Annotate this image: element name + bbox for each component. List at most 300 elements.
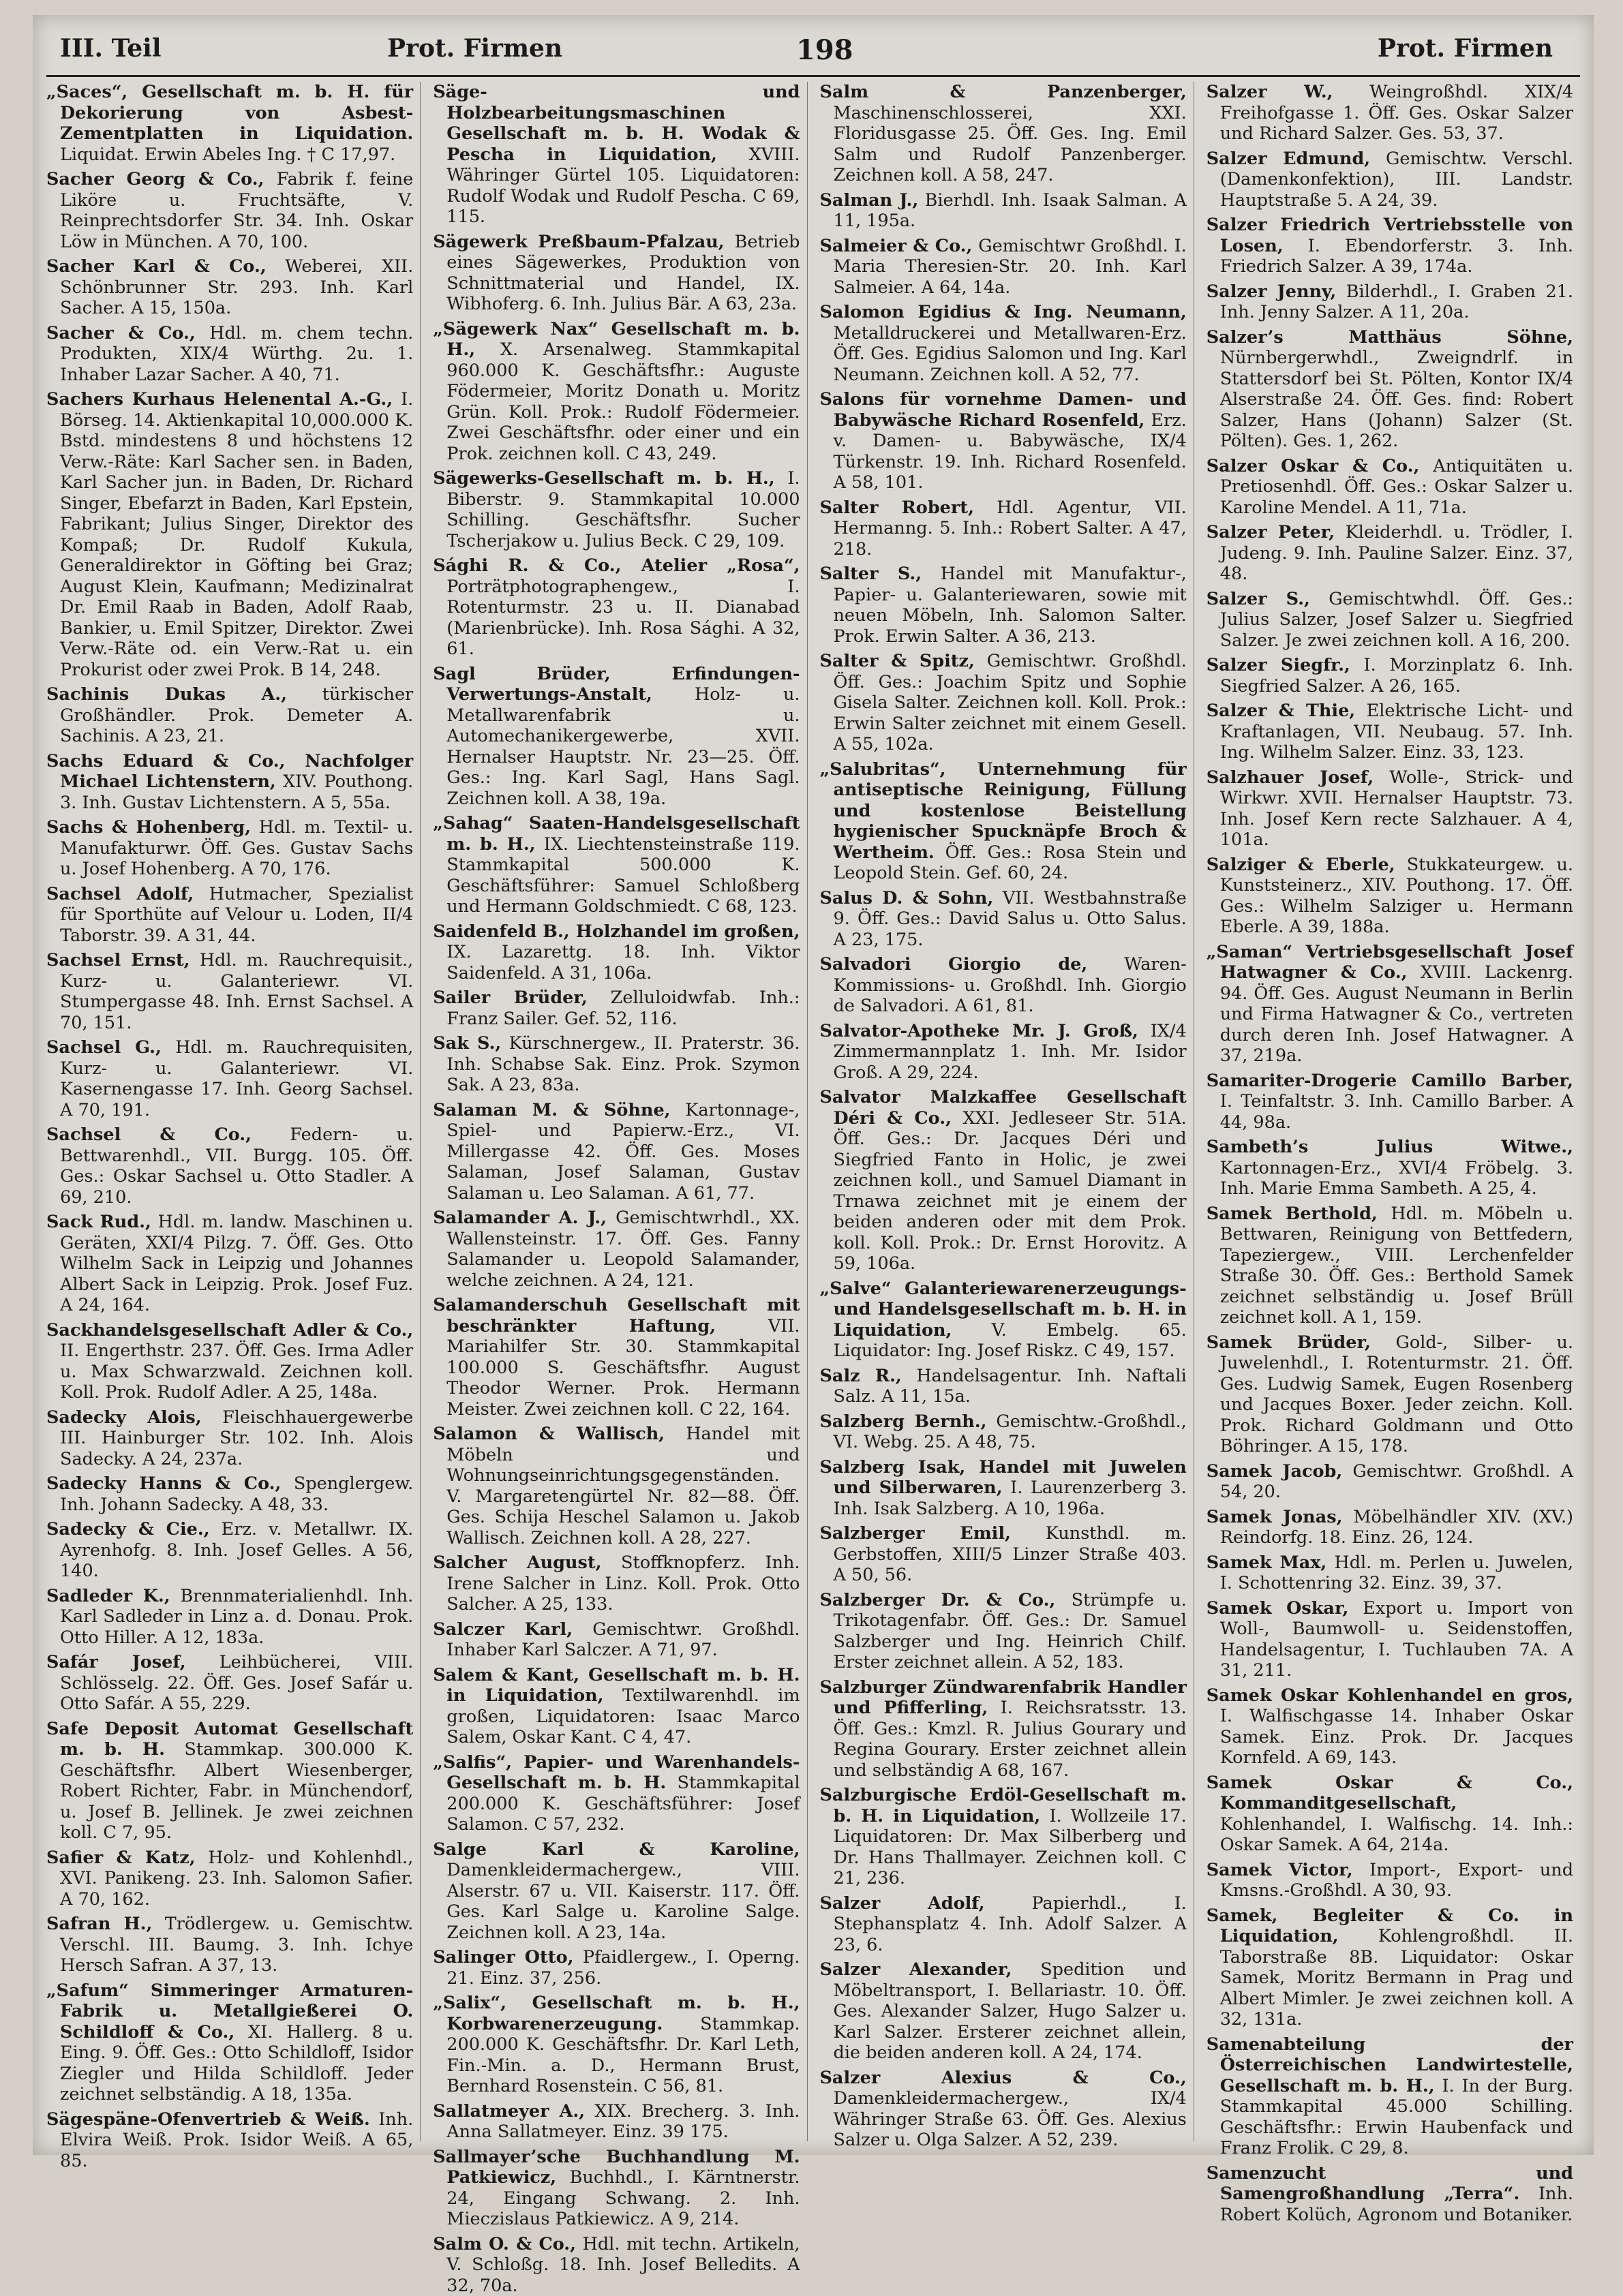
firm-details: XXI. Jedleseer Str. 51A. Öff. Ges.: Dr. Jacques Déri und Siegfried Fanto in Holic, je zwei zeichnen koll., und Samuel Diamant in Trnawa zeichnet mit je einem der beiden anderen oder mit dem Prok. koll. Koll. Prok.: Dr. Ernst Horovitz. A 59, 106a. — [834, 1108, 1187, 1274]
firm-name: Sailer Brüder, — [433, 988, 588, 1008]
firm-details: XIV. Pouthong. 3. Inh. Gustav Lichtenstern. A 5, 55a. — [60, 771, 413, 813]
directory-entry — [433, 2147, 800, 2230]
firm-name: Salzer Siegfr., — [1207, 655, 1350, 675]
firm-details: Öff. Ges.: Rosa Stein und Leopold Stein. Gef. 60, 24. — [834, 842, 1187, 884]
firm-details: I. Morzinplatz 6. Inh. Siegfried Salzer. A 26, 165. — [1220, 655, 1573, 697]
firm-name: Salzer S., — [1207, 589, 1310, 609]
firm-name: Samek Victor, — [1207, 1860, 1353, 1880]
firm-name: „Salubritas“, Unternehmung für antiseptische Reinigung, Füllung und kostenlose Beistellung hygienischer Spucknäpfe Broch & Wertheim. — [820, 759, 1187, 863]
directory-entry — [46, 751, 413, 814]
page-header — [46, 27, 1580, 77]
firm-details: Strümpfe u. Trikotagenfabr. Öff. Ges.: Dr. Samuel Salzberger und Ing. Heinrich Chilf. Erster zeichnet allein. A 52, 183. — [834, 1590, 1187, 1673]
firm-details: Spenglergew. Inh. Johann Sadecky. A 48, 33. — [60, 1473, 413, 1515]
directory-entry — [820, 190, 1187, 232]
directory-entry — [1207, 1461, 1573, 1503]
firm-details: I. Biberstr. 9. Stammkapital 10.000 Schilling. Geschäftsfhr. Sucher Tscherjakow u. Julius Beck. C 29, 109. — [446, 468, 800, 551]
firm-name: Sägewerks-Gesellschaft m. b. H., — [433, 468, 774, 489]
firm-details: Handel mit Möbeln und Wohnungseinrichtungsgegenständen. V. Margaretengürtel Nr. 82—88. Öff. Ges. Schija Heschel Salamon u. Jakob Wallisch. Zeichnen koll. A 28, 227. — [446, 1424, 800, 1548]
firm-name: Sagl Brüder, Erfindungen-Verwertungs-Anstalt, — [433, 664, 800, 705]
firm-details: Pfaidlergew., I. Operng. 21. Einz. 37, 256. — [446, 1947, 800, 1989]
firm-name: „Salve“ Galanteriewarenerzeugungs- und Handelsgesellschaft m. b. H. in Liquidation, — [820, 1279, 1187, 1341]
firm-name: Salzberg Isak, Handel mit Juwelen und Silberwaren, — [820, 1457, 1187, 1499]
firm-name: Samek Jacob, — [1207, 1461, 1343, 1482]
directory-entry — [433, 232, 800, 315]
directory-entry — [433, 1424, 800, 1548]
firm-name: Salzer Adolf, — [820, 1893, 985, 1914]
firm-name: Salzberger Dr. & Co., — [820, 1590, 1056, 1610]
firm-name: Sack Rud., — [46, 1212, 151, 1232]
firm-details: Spedition und Möbeltransport, I. Bellariastr. 10. Öff. Ges. Alexander Salzer, Hugo Salzer u. Karl Salzer. Ersterer zeichnet allein, die beiden anderen koll. A 24, 174. — [834, 1959, 1187, 2063]
directory-entry — [46, 884, 413, 947]
firm-details: I. In der Burg. Stammkapital 45.000 Schilling. Geschäftsfhr.: Erwin Haubenfack und Franz Frolik. C 29, 8. — [1220, 2076, 1573, 2159]
firm-name: Salter S., — [820, 564, 922, 584]
firm-name: Salziger & Eberle, — [1207, 855, 1395, 875]
directory-entry — [433, 319, 800, 465]
directory-entry — [820, 564, 1187, 647]
firm-name: Salzberg Bernh., — [820, 1411, 987, 1432]
directory-entry — [1207, 1685, 1573, 1769]
directory-entry — [433, 1947, 800, 1989]
directory-entry — [1207, 2034, 1573, 2159]
firm-details: XIX. Brecherg. 3. Inh. Anna Sallatmeyer. Einz. 39 175. — [446, 2101, 800, 2143]
firm-name: Salm O. & Co., — [433, 2234, 576, 2254]
firm-name: Sachsel & Co., — [46, 1124, 252, 1145]
firm-name: Samek Oskar, — [1207, 1598, 1349, 1619]
page-number: 198 — [796, 34, 853, 66]
firm-details: Antiquitäten u. Pretiosenhdl. Öff. Ges.: Oskar Salzer u. Karoline Mendel. A 11, 71a. — [1220, 456, 1573, 518]
firm-details: Bilderhdl., I. Graben 21. Inh. Jenny Salzer. A 11, 20a. — [1220, 281, 1573, 323]
firm-name: Samenabteilung der Österreichischen Landwirtestelle, Gesellschaft m. b. H., — [1207, 2034, 1573, 2096]
directory-entry — [1207, 327, 1573, 452]
directory-entry — [1207, 215, 1573, 277]
firm-name: Salamanderschuh Gesellschaft mit beschränkter Haftung, — [433, 1295, 800, 1336]
directory-entry — [433, 1839, 800, 1944]
firm-name: Salvator Malzkaffee Gesellschaft Déri & Co., — [820, 1087, 1187, 1129]
firm-name: Salvadori Giorgio de, — [820, 954, 1088, 975]
firm-name: Salzberger Emil, — [820, 1523, 1011, 1544]
firm-details: Handelsagentur. Inh. Naftali Salz. A 11, 15a. — [834, 1366, 1187, 1407]
firm-name: Salamon & Wallisch, — [433, 1424, 665, 1444]
firm-name: Samek Oskar & Co., Kommanditgesellschaft, — [1207, 1773, 1573, 1814]
firm-details: VII. Westbahnstraße 9. Öff. Ges.: David Salus u. Otto Salus. A 23, 175. — [834, 888, 1187, 950]
firm-name: Sambeth’s Julius Witwe., — [1207, 1137, 1573, 1157]
directory-entry — [46, 817, 413, 880]
firm-name: „Safum“ Simmeringer Armaturen-Fabrik u. Metallgießerei O. Schildloff & Co., — [46, 1980, 413, 2042]
firm-name: Samek Berthold, — [1207, 1204, 1378, 1224]
directory-entry — [46, 2109, 413, 2172]
firm-details: Porträtphotographengew., I. Rotenturmstr. 23 u. II. Dianabad (Marienbrücke). Inh. Rosa Sághi. A 32, 61. — [446, 577, 800, 660]
directory-entry — [820, 236, 1187, 299]
firm-name: Säge- und Holzbearbeitungsmaschinen Gesellschaft m. b. H. Wodak & Pescha in Liquidation, — [433, 82, 800, 165]
firm-details: Waren-Kommissions- u. Großhdl. Inh. Giorgio de Salvadori. A 61, 81. — [834, 954, 1187, 1016]
firm-name: „Salfis“, Papier- und Warenhandels-Gesellschaft m. b. H. — [433, 1752, 800, 1794]
firm-details: Zelluloidwfab. Inh.: Franz Sailer. Gef. 52, 116. — [446, 988, 800, 1029]
directory-entry — [820, 1411, 1187, 1453]
firm-details: Hutmacher, Spezialist für Sporthüte auf Velour u. Loden, II/4 Taborstr. 39. A 31, 44. — [60, 884, 413, 946]
firm-name: „Saman“ Vertriebsgesellschaft Josef Hatwagner & Co., — [1207, 942, 1573, 983]
directory-entry — [433, 988, 800, 1029]
firm-details: Buchhdl., I. Kärntnerstr. 24, Eingang Schwang. 2. Inh. Mieczislaus Patkiewicz. A 9, 214. — [446, 2167, 800, 2229]
directory-entry — [46, 1914, 413, 1976]
directory-entry — [820, 1366, 1187, 1407]
firm-name: Salczer Karl, — [433, 1619, 573, 1640]
directory-entry — [1207, 1204, 1573, 1328]
directory-entry — [46, 1586, 413, 1649]
firm-name: Salzer Edmund, — [1207, 149, 1370, 169]
firm-details: Maschinenschlosserei, XXI. Floridusgasse 25. Öff. Ges. Ing. Emil Salm und Rudolf Panzenberger. Zeichnen koll. A 58, 247. — [834, 103, 1187, 186]
directory-entry — [46, 1519, 413, 1582]
firm-name: Safier & Katz, — [46, 1848, 196, 1868]
firm-details: Trödlergew. u. Gemischtw. Verschl. III. Baumg. 3. Inh. Ichye Hersch Safran. A 37, 13. — [60, 1914, 413, 1976]
directory-entry — [433, 1752, 800, 1835]
firm-name: Samek, Begleiter & Co. in Liquidation, — [1207, 1905, 1573, 1947]
firm-details: Hdl. mit techn. Artikeln, V. Schloßg. 18. Inh. Josef Belledits. A 32, 70a. — [446, 2234, 800, 2296]
directory-entry — [46, 1980, 413, 2105]
firm-name: Sadecky Hanns & Co., — [46, 1473, 281, 1494]
firm-details: Inh. Elvira Weiß. Prok. Isidor Weiß. A 65, 85. — [60, 2109, 413, 2171]
firm-details: Stammkapital 200.000 K. Geschäftsführer: Josef Salamon. C 57, 232. — [446, 1773, 800, 1835]
firm-name: Salem & Kant, Gesellschaft m. b. H. in Liquidation, — [433, 1665, 800, 1706]
directory-entry — [820, 888, 1187, 951]
column-2 — [433, 82, 807, 2141]
firm-details: Gold-, Silber- u. Juwelenhdl., I. Rotenturmstr. 21. Öff. Ges. Ludwig Samek, Eugen Rosenberg und Jacques Boxer. Jeder zeichn. Koll. Prok. Richard Goldmann und Otto Böhringer. A 15, 178. — [1220, 1332, 1573, 1457]
directory-entry — [433, 82, 800, 228]
firm-name: Sadecky & Cie., — [46, 1519, 210, 1540]
firm-name: Salmeier & Co., — [820, 236, 973, 256]
firm-name: Salons für vornehme Damen- und Babywäsche Richard Rosenfeld, — [820, 389, 1187, 431]
firm-name: „Saces“, Gesellschaft m. b. H. für Dekorierung von Asbest-Zementplatten in Liquidation. — [46, 82, 413, 144]
firm-name: Salcher August, — [433, 1552, 601, 1573]
directory-entry — [433, 1208, 800, 1291]
firm-details: I. Börseg. 14. Aktienkapital 10,000.000 K. Bstd. mindestens 8 und höchstens 12 Verw.-Räte: Karl Sacher sen. in Baden, Karl Sacher jun. in Baden, Dr. Richard Singer, Ebefarzt in Baden, Karl Epstein, Fabrikant; Julius Singer, Direktor des Kompaß; Dr. Rudolf Kukula, Generaldirektor in Göfting bei Graz; August Klein, Kaufmann; Medizinalrat Dr. Emil Raab in Baden, Adolf Raab, Bankier, u. Emil Spitzer, Direktor. Zwei Verw.-Räte od. ein Verw.-Rat u. ein Prokurist oder zwei Prok. B 14, 248. — [60, 389, 413, 680]
firm-details: türkischer Großhändler. Prok. Demeter A. Sachinis. A 23, 21. — [60, 684, 413, 746]
directory-entry — [46, 169, 413, 252]
firm-details: Weingroßhdl. XIX/4 Freihofgasse 1. Öff. Ges. Oskar Salzer und Richard Salzer. Ges. 53, 37. — [1220, 82, 1573, 144]
firm-name: Samek Brüder, — [1207, 1332, 1371, 1353]
column-1 — [46, 82, 421, 2141]
firm-name: Salz R., — [820, 1366, 902, 1386]
directory-entry — [820, 1457, 1187, 1520]
firm-name: Sachsel G., — [46, 1037, 162, 1058]
directory-entry — [1207, 1137, 1573, 1199]
directory-entry — [46, 1407, 413, 1470]
firm-name: Safran H., — [46, 1914, 152, 1934]
directory-entry — [46, 950, 413, 1033]
firm-details: VII. Mariahilfer Str. 30. Stammkapital 100.000 S. Geschäftsfhr. August Theodor Werner. Prok. Hermann Meister. Zwei zeichnen koll. C 22, 164. — [446, 1316, 800, 1420]
firm-details: II. Engerthstr. 237. Öff. Ges. Irma Adler u. Max Schwarzwald. Zeichnen koll. Koll. Prok. Rudolf Adler. A 25, 148a. — [60, 1341, 413, 1403]
firm-details: IX. Lazarettg. 18. Inh. Viktor Saidenfeld. A 31, 106a. — [446, 942, 800, 983]
firm-details: Stukkateurgew. u. Kunststeinerz., XIV. Pouthong. 17. Öff. Ges.: Wilhelm Salziger u. Hermann Eberle. A 39, 188a. — [1220, 855, 1573, 938]
firm-details: Gemischtwhdl. Öff. Ges.: Julius Salzer, Josef Salzer u. Siegfried Salzer. Je zwei zeichnen koll. A 16, 200. — [1220, 589, 1573, 651]
firm-name: Salaman M. & Söhne, — [433, 1100, 670, 1120]
directory-entry — [820, 1279, 1187, 1362]
firm-name: Samariter-Drogerie Camillo Barber, — [1207, 1071, 1573, 1091]
firm-name: „Sahag“ Saaten-Handelsgesellschaft m. b. H., — [433, 813, 800, 855]
firm-name: Salter & Spitz, — [820, 651, 975, 671]
firm-name: Samenzucht und Samengroßhandlung „Terra“. — [1207, 2163, 1573, 2205]
firm-details: Erz. v. Damen- u. Babywäsche, IX/4 Türkenstr. 19. Inh. Richard Rosenfeld. A 58, 101. — [834, 410, 1187, 493]
firm-details: I. Ebendorferstr. 3. Inh. Friedrich Salzer. A 39, 174a. — [1220, 236, 1573, 277]
columns — [46, 82, 1580, 2141]
firm-name: Safár Josef, — [46, 1652, 186, 1672]
firm-details: Federn- u. Bettwarenhdl., VII. Burgg. 105. Öff. Ges.: Oskar Sachsel u. Otto Stadler. A 69, 210. — [60, 1124, 413, 1208]
column-3 — [820, 82, 1194, 2141]
firm-details: Liquidat. Erwin Abeles Ing. † C 17,97. — [60, 144, 395, 165]
firm-name: Sághi R. & Co., Atelier „Rosa“, — [433, 555, 800, 576]
firm-name: Sachsel Ernst, — [46, 950, 190, 970]
firm-name: Salzer Peter, — [1207, 522, 1335, 542]
firm-name: Sägewerk Preßbaum-Pfalzau, — [433, 232, 724, 252]
firm-details: I. Reichsratsstr. 13. Öff. Ges.: Kmzl. R. Julius Gourary und Regina Gourary. Erster zeichnet allein und selbständig A 68, 167. — [834, 1698, 1187, 1781]
firm-details: Kartonnagen-Erz., XVI/4 Fröbelg. 3. Inh. Marie Emma Sambeth. A 25, 4. — [1220, 1158, 1573, 1199]
firm-details: Fleischhauergewerbe III. Hainburger Str. 102. Inh. Alois Sadecky. A 24, 237a. — [60, 1407, 413, 1469]
firm-name: Sacher & Co., — [46, 323, 196, 343]
firm-details: IX. Liechtensteinstraße 119. Stammkapital 500.000 K. Geschäftsführer: Samuel Schloßberg und Hermann Goldschmiedt. C 68, 123. — [446, 834, 800, 917]
firm-name: Sachs & Hohenberg, — [46, 817, 251, 838]
firm-name: Sacher Georg & Co., — [46, 169, 264, 189]
firm-name: Salzer Alexander, — [820, 1959, 1012, 1980]
directory-entry — [820, 389, 1187, 493]
directory-entry — [1207, 82, 1573, 144]
directory-entry — [820, 2068, 1187, 2151]
directory-entry — [433, 1552, 800, 1615]
firm-details: Fabrik f. feine Liköre u. Fruchtsäfte, V. Reinprechtsdorfer Str. 34. Inh. Oskar Löw in München. A 70, 100. — [60, 169, 413, 252]
firm-name: Salzer’s Matthäus Söhne, — [1207, 327, 1573, 348]
firm-details: Gemischtwr. Großhdl. Öff. Ges.: Joachim Spitz und Sophie Gisela Salter. Zeichnen koll. Koll. Prok.: Erwin Salter zeichnet mit einem Gesell. A 55, 102a. — [834, 651, 1187, 754]
firm-name: Samek Oskar Kohlenhandel en gros, — [1207, 1685, 1573, 1706]
firm-name: Sacher Karl & Co., — [46, 256, 267, 277]
firm-details: Kohlenhandel, I. Walfischg. 14. Inh.: Oskar Samek. A 64, 214a. — [1220, 1814, 1573, 1856]
directory-entry — [46, 1652, 413, 1715]
firm-details: Gemischtw. Verschl. (Damenkonfektion), III. Landstr. Hauptstraße 5. A 24, 39. — [1220, 149, 1573, 211]
firm-details: I. Teinfaltstr. 3. Inh. Camillo Barber. A 44, 98a. — [1220, 1091, 1573, 1133]
directory-entry — [433, 813, 800, 917]
directory-entry — [1207, 1860, 1573, 1901]
firm-details: Damenkleidermachergew., IX/4 Währinger Straße 63. Öff. Ges. Alexius Salzer u. Olga Salzer. A 52, 239. — [834, 2088, 1187, 2150]
firm-details: V. Embelg. 65. Liquidator: Ing. Josef Riskz. C 49, 157. — [834, 1320, 1187, 1362]
directory-entry — [820, 498, 1187, 560]
directory-entry — [820, 82, 1187, 186]
directory-entry — [1207, 589, 1573, 652]
directory-entry — [433, 555, 800, 660]
directory-entry — [820, 1785, 1187, 1889]
directory-entry — [1207, 767, 1573, 851]
firm-name: Salvator-Apotheke Mr. J. Groß, — [820, 1021, 1138, 1041]
directory-entry — [433, 1295, 800, 1420]
directory-entry — [1207, 1332, 1573, 1457]
firm-name: Salzer & Thie, — [1207, 701, 1355, 721]
directory-entry — [1207, 942, 1573, 1067]
directory-entry — [820, 759, 1187, 884]
directory-entry — [1207, 1905, 1573, 2030]
firm-name: Sallatmeyer A., — [433, 2101, 585, 2122]
firm-details: Nürnbergerwhdl., Zweigndrlf. in Stattersdorf bei St. Pölten, Kontor IX/4 Alserstraße 24. Öff. Ges. find: Robert Salzer, Hans (Johann) Salzer (St. Pölten). Ges. 1, 262. — [1220, 348, 1573, 451]
directory-entry — [1207, 456, 1573, 519]
firm-name: Sachsel Adolf, — [46, 884, 194, 904]
firm-details: Kleiderhdl. u. Trödler, I. Judeng. 9. Inh. Pauline Salzer. Einz. 37, 48. — [1220, 522, 1573, 584]
directory-entry — [1207, 1507, 1573, 1548]
firm-details: Gemischtwr. Großhdl. Inhaber Karl Salczer. A 71, 97. — [446, 1619, 800, 1661]
directory-entry — [46, 323, 413, 386]
directory-entry — [1207, 701, 1573, 763]
directory-entry — [46, 1320, 413, 1403]
firm-details: Stammkap. 200.000 K. Geschäftsfhr. Dr. Karl Leth, Fin.-Min. a. D., Hermann Brust, Bernhard Rosenstein. C 56, 81. — [446, 2014, 800, 2097]
directory-entry — [820, 1523, 1187, 1586]
directory-entry — [1207, 1552, 1573, 1594]
directory-entry — [1207, 1598, 1573, 1681]
directory-entry — [433, 1993, 800, 2097]
firm-details: Kürschnergew., II. Praterstr. 36. Inh. Schabse Sak. Einz. Prok. Szymon Sak. A 23, 83a. — [446, 1033, 800, 1095]
directory-entry — [820, 1021, 1187, 1084]
firm-name: Sak S., — [433, 1033, 501, 1054]
directory-entry — [46, 684, 413, 747]
section-title-right: Prot. Firmen — [1378, 34, 1553, 63]
firm-details: Bierhdl. Inh. Isaak Salman. A 11, 195a. — [834, 190, 1187, 232]
directory-entry — [1207, 655, 1573, 697]
firm-details: XVIII. Lackenrg. 94. Öff. Ges. August Neumann in Berlin und Firma Hatwagner & Co., vertreten durch deren Inh. Josef Hatwagner. A 37, 219a. — [1220, 962, 1573, 1066]
firm-details: XVIII. Währinger Gürtel 105. Liquidatoren: Rudolf Wodak und Rudolf Pescha. C 69, 115. — [446, 144, 800, 228]
directory-entry — [433, 1619, 800, 1661]
firm-name: Salm & Panzenberger, — [820, 82, 1187, 102]
directory-entry — [820, 954, 1187, 1017]
directory-entry — [820, 1959, 1187, 2064]
directory-entry — [433, 921, 800, 984]
firm-name: Safe Deposit Automat Gesellschaft m. b. H. — [46, 1719, 413, 1760]
firm-details: Holz- u. Metallwarenfabrik u. Automechanikergewerbe, XVII. Hernalser Hauptstr. Nr. 23—25. Öff. Ges.: Ing. Karl Sagl, Hans Sagl. Zeichnen koll. A 38, 19a. — [446, 684, 800, 809]
firm-details: I. Wollzeile 17. Liquidatoren: Dr. Max Silberberg und Dr. Hans Thallmayer. Zeichnen koll. C 21, 236. — [834, 1806, 1187, 1889]
firm-name: „Sägewerk Nax“ Gesellschaft m. b. H., — [433, 319, 800, 361]
firm-details: Hdl. m. Rauchrequisiten, Kurz- u. Galanteriewr. VI. Kasernengasse 17. Inh. Georg Sachsel. A 70, 191. — [60, 1037, 413, 1120]
directory-entry — [820, 651, 1187, 755]
firm-name: Salus D. & Sohn, — [820, 888, 994, 908]
directory-entry — [1207, 522, 1573, 585]
firm-name: Samek Max, — [1207, 1552, 1327, 1573]
firm-name: Salzer Jenny, — [1207, 281, 1337, 302]
firm-details: Kunsthdl. m. Gerbstoffen, XIII/5 Linzer Straße 403. A 50, 56. — [834, 1523, 1187, 1585]
firm-details: Möbelhändler XIV. (XV.) Reindorfg. 18. Einz. 26, 124. — [1220, 1507, 1573, 1548]
firm-details: Stoffknopferz. Inh. Irene Salcher in Linz. Koll. Prok. Otto Salcher. A 25, 133. — [446, 1552, 800, 1614]
firm-name: Salzer W., — [1207, 82, 1333, 102]
firm-name: „Salix“, Gesellschaft m. b. H., Korbwarenerzeugung. — [433, 1993, 800, 2034]
firm-details: Holz- und Kohlenhdl., XVI. Panikeng. 23. Inh. Salomon Safier. A 70, 162. — [60, 1848, 413, 1910]
firm-details: Textilwarenhdl. im großen, Liquidatoren: Isaac Marco Salem, Oskar Kant. C 4, 47. — [446, 1685, 800, 1747]
directory-entry — [433, 1100, 800, 1204]
firm-name: Salzburger Zündwarenfabrik Handler und Pfifferling, — [820, 1677, 1187, 1719]
firm-details: Gemischtw.-Großhdl., VI. Webg. 25. A 48, 75. — [834, 1411, 1187, 1453]
firm-details: Elektrische Licht- und Kraftanlagen, VII. Neubaug. 57. Inh. Ing. Wilhelm Salzer. Einz. 33, 123. — [1220, 701, 1573, 763]
firm-name: Salzer Alexius & Co., — [820, 2068, 1187, 2088]
directory-entry — [820, 302, 1187, 385]
directory-entry — [1207, 1071, 1573, 1133]
firm-details: Gemischtwr Großhdl. I. Maria Theresien-Str. 20. Inh. Karl Salmeier. A 64, 14a. — [834, 236, 1187, 298]
directory-entry — [46, 1124, 413, 1208]
directory-entry — [820, 1893, 1187, 1956]
firm-details: I. Laurenzerberg 3. Inh. Isak Salzberg. A 10, 196a. — [834, 1478, 1187, 1519]
column-4 — [1207, 82, 1580, 2141]
directory-entry — [820, 1087, 1187, 1274]
firm-details: I. Walfischgasse 14. Inhaber Oskar Samek. Einz. Prok. Dr. Jacques Kornfeld. A 69, 143. — [1220, 1706, 1573, 1768]
directory-entry — [1207, 1773, 1573, 1856]
firm-name: Salzer Friedrich Vertriebsstelle von Losen, — [1207, 215, 1573, 256]
directory-entry — [1207, 149, 1573, 211]
firm-name: Salamander A. J., — [433, 1208, 607, 1228]
directory-entry — [46, 1037, 413, 1120]
directory-entry — [46, 389, 413, 680]
firm-name: Salman J., — [820, 190, 919, 211]
directory-entry — [433, 2101, 800, 2143]
firm-name: Sachs Eduard & Co., Nachfolger Michael Lichtenstern, — [46, 751, 413, 793]
firm-details: XI. Hallerg. 8 u. Eing. 9. Öff. Ges.: Otto Schildloff, Isidor Ziegler und Hilda Schildloff. Jeder zeichnet selbständig. A 18, 135a. — [60, 2022, 413, 2105]
firm-name: Sallmayer’sche Buchhandlung M. Patkiewicz, — [433, 2147, 800, 2188]
directory-entry — [820, 1677, 1187, 1781]
firm-details: Kartonnage-, Spiel- und Papierw.-Erz., VI. Millergasse 42. Öff. Ges. Moses Salaman, Josef Salaman, Gustav Salaman u. Leo Salaman. A 61, 77. — [446, 1100, 800, 1204]
firm-details: Gemischtwrhdl., XX. Wallensteinstr. 17. Öff. Ges. Fanny Salamander u. Leopold Salamander, welche zeichnen. A 24, 121. — [446, 1208, 800, 1291]
firm-name: Saidenfeld B., Holzhandel im großen, — [433, 921, 800, 942]
firm-details: Papierhdl., I. Stephansplatz 4. Inh. Adolf Salzer. A 23, 6. — [834, 1893, 1187, 1955]
firm-name: Salzburgische Erdöl-Gesellschaft m. b. H. in Liquidation, — [820, 1785, 1187, 1826]
firm-details: Import-, Export- und Kmsns.-Großhdl. A 30, 93. — [1220, 1860, 1573, 1901]
firm-name: Salomon Egidius & Ing. Neumann, — [820, 302, 1187, 322]
directory-entry — [46, 1848, 413, 1910]
firm-details: Export u. Import von Woll-, Baumwoll- u. Seidenstoffen, Handelsagentur, I. Tuchlauben 7A. A 31, 211. — [1220, 1598, 1573, 1681]
directory-entry — [1207, 2163, 1573, 2226]
firm-details: Weberei, XII. Schönbrunner Str. 293. Inh. Karl Sacher. A 15, 150a. — [60, 256, 413, 318]
firm-details: Damenkleidermachergew., VIII. Alserstr. 67 u. VII. Kaiserstr. 117. Öff. Ges. Karl Salge u. Karoline Salge. Zeichnen koll. A 23, 14a. — [446, 1860, 800, 1943]
directory-page — [33, 15, 1594, 2155]
firm-name: Sackhandelsgesellschaft Adler & Co., — [46, 1320, 413, 1341]
firm-details: Erz. v. Metallwr. IX. Ayrenhofg. 8. Inh. Josef Gelles. A 56, 140. — [60, 1519, 413, 1581]
firm-name: Sägespäne-Ofenvertrieb & Weiß. — [46, 2109, 370, 2130]
directory-entry — [433, 1033, 800, 1096]
directory-entry — [46, 256, 413, 319]
firm-details: IX/4 Zimmermannplatz 1. Inh. Mr. Isidor Groß. A 29, 224. — [834, 1021, 1187, 1083]
firm-details: Leihbücherei, VIII. Schlösselg. 22. Öff. Ges. Josef Safár u. Otto Safár. A 55, 229. — [60, 1652, 413, 1714]
firm-details: Handel mit Manufaktur-, Papier- u. Galanteriewaren, sowie mit neuen Möbeln, Inh. Salomon Salter. Prok. Erwin Salter. A 36, 213. — [834, 564, 1187, 647]
directory-entry — [46, 1212, 413, 1316]
directory-entry — [820, 1590, 1187, 1673]
firm-details: Inh. Robert Kolüch, Agronom und Botaniker. — [1220, 2184, 1573, 2225]
firm-details: X. Arsenalweg. Stammkapital 960.000 K. Geschäftsfhr.: Auguste Födermeier, Moritz Donath u. Moritz Grün. Koll. Prok.: Rudolf Födermeier. Zwei Geschäftsfhr. oder einer und ein Prok. zeichnen koll. C 43, 249. — [446, 339, 800, 464]
firm-details: Metalldruckerei und Metallwaren-Erz. Öff. Ges. Egidius Salomon und Ing. Karl Neumann. Zeichnen koll. A 52, 77. — [834, 323, 1187, 385]
section-title-left: Prot. Firmen — [387, 34, 562, 63]
firm-details: Hdl. m. chem techn. Produkten, XIX/4 Würthg. 2u. 1. Inhaber Lazar Sacher. A 40, 71. — [60, 323, 413, 385]
firm-name: Salter Robert, — [820, 498, 974, 518]
firm-name: Samek Jonas, — [1207, 1507, 1343, 1527]
directory-entry — [46, 1719, 413, 1843]
firm-details: Betrieb eines Sägewerkes, Produktion von Schnittmaterial und Handel, IX. Wibhoferg. 6. Inh. Julius Bär. A 63, 23a. — [446, 232, 800, 315]
firm-details: Hdl. m. landw. Maschinen u. Geräten, XXI/4 Pilzg. 7. Öff. Ges. Otto Wilhelm Sack in Leipzig und Johannes Albert Sack in Leipzig. Prok. Josef Fuz. A 24, 164. — [60, 1212, 413, 1315]
firm-details: Hdl. Agentur, VII. Hermanng. 5. Inh.: Robert Salter. A 47, 218. — [834, 498, 1187, 560]
firm-details: Hdl. m. Rauchrequisit., Kurz- u. Galanteriewr. VI. Stumpergasse 48. Inh. Ernst Sachsel. A 70, 151. — [60, 950, 413, 1033]
firm-name: Sachinis Dukas A., — [46, 684, 287, 705]
firm-name: Salzer Oskar & Co., — [1207, 456, 1420, 476]
directory-entry — [1207, 281, 1573, 323]
firm-details: Wolle-, Strick- und Wirkwr. XVII. Hernalser Hauptstr. 73. Inh. Josef Kern recte Salzhauer. A 4, 101a. — [1220, 767, 1573, 851]
firm-name: Sadleder K., — [46, 1586, 170, 1606]
firm-name: Sachers Kurhaus Helenental A.-G., — [46, 389, 393, 410]
firm-details: Stammkap. 300.000 K. Geschäftsfhr. Albert Wiesenberger, Robert Richter, Fabr. in Münchendorf, u. Josef B. Jellinek. Je zwei zeichnen koll. C 7, 95. — [60, 1739, 413, 1843]
firm-name: Salge Karl & Karoline, — [433, 1839, 800, 1860]
firm-name: Salinger Otto, — [433, 1947, 573, 1968]
directory-entry — [1207, 855, 1573, 938]
firm-name: Sadecky Alois, — [46, 1407, 202, 1428]
firm-details: Kohlengroßhdl. II. Taborstraße 8B. Liquidator: Oskar Samek, Moritz Bermann in Prag und Albert Mimler. Je zwei zeichnen koll. A 32, 131a. — [1220, 1926, 1573, 2030]
directory-entry — [46, 82, 413, 165]
firm-details: Brennmaterialienhdl. Inh. Karl Sadleder in Linz a. d. Donau. Prok. Otto Hiller. A 12, 183a. — [60, 1586, 413, 1648]
directory-entry — [433, 664, 800, 810]
part-label: III. Teil — [60, 34, 162, 63]
firm-details: Gemischtwr. Großhdl. A 54, 20. — [1220, 1461, 1573, 1503]
